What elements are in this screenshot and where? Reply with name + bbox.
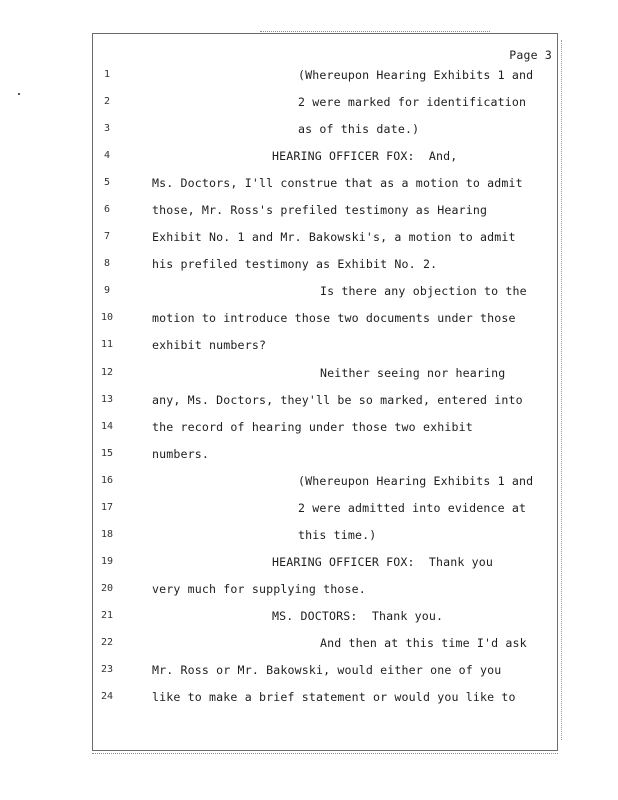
line-text: Exhibit No. 1 and Mr. Bakowski's, a motion to admit <box>152 230 516 244</box>
transcript-line <box>0 663 618 690</box>
line-number: 22 <box>100 637 114 648</box>
line-number: 5 <box>103 177 111 188</box>
line-text: any, Ms. Doctors, they'll be so marked, entered into <box>152 393 523 407</box>
line-text: his prefiled testimony as Exhibit No. 2. <box>152 257 438 271</box>
line-number: 2 <box>103 96 111 107</box>
line-text: HEARING OFFICER FOX: Thank you <box>272 555 494 569</box>
line-number: 23 <box>100 664 114 675</box>
line-text: 2 were admitted into evidence at <box>298 501 527 515</box>
line-number: 18 <box>100 529 114 540</box>
line-number: 21 <box>100 610 114 621</box>
transcript-line <box>0 257 618 284</box>
transcript-line <box>0 149 618 176</box>
line-number: 17 <box>100 502 114 513</box>
line-text: 2 were marked for identification <box>298 95 527 109</box>
line-text: the record of hearing under those two exhibit <box>152 420 473 434</box>
line-number: 10 <box>100 312 114 323</box>
transcript-line <box>0 690 618 717</box>
transcript-line <box>0 609 618 636</box>
line-number: 1 <box>103 69 111 80</box>
transcript-line <box>0 393 618 420</box>
transcript-line <box>0 528 618 555</box>
line-number: 19 <box>100 556 114 567</box>
transcript-line <box>0 420 618 447</box>
transcript-line <box>0 311 618 338</box>
page-number: Page 3 <box>509 48 552 62</box>
transcript-line <box>0 68 618 95</box>
line-text: exhibit numbers? <box>152 338 267 352</box>
transcript-line <box>0 95 618 122</box>
line-number: 4 <box>103 150 111 161</box>
transcript-line <box>0 176 618 203</box>
line-number: 20 <box>100 583 114 594</box>
line-text: numbers. <box>152 447 210 461</box>
line-number: 9 <box>103 285 111 296</box>
line-text: Neither seeing nor hearing <box>320 366 506 380</box>
line-number: 12 <box>100 367 114 378</box>
transcript-line <box>0 474 618 501</box>
line-number: 6 <box>103 204 111 215</box>
line-text: Ms. Doctors, I'll construe that as a motion to admit <box>152 176 523 190</box>
line-text: like to make a brief statement or would you like to <box>152 690 516 704</box>
transcript-line <box>0 203 618 230</box>
line-text: MS. DOCTORS: Thank you. <box>272 609 444 623</box>
line-text: those, Mr. Ross's prefiled testimony as Hearing <box>152 203 488 217</box>
transcript-line <box>0 555 618 582</box>
line-number: 8 <box>103 258 111 269</box>
line-text: Is there any objection to the <box>320 284 527 298</box>
line-number: 15 <box>100 448 114 459</box>
line-text: Mr. Ross or Mr. Bakowski, would either one of you <box>152 663 502 677</box>
line-number: 11 <box>100 339 114 350</box>
line-number: 14 <box>100 421 114 432</box>
transcript-line <box>0 447 618 474</box>
transcript-line <box>0 338 618 365</box>
scan-bottom-edge <box>92 753 558 754</box>
line-text: And then at this time I'd ask <box>320 636 527 650</box>
transcript-line <box>0 230 618 257</box>
line-text: this time.) <box>298 528 377 542</box>
line-text: very much for supplying those. <box>152 582 366 596</box>
line-number: 3 <box>103 123 111 134</box>
transcript-line <box>0 582 618 609</box>
line-text: (Whereupon Hearing Exhibits 1 and <box>298 68 534 82</box>
line-number: 7 <box>103 231 111 242</box>
transcript-line <box>0 636 618 663</box>
transcript-line <box>0 284 618 311</box>
line-text: motion to introduce those two documents under those <box>152 311 516 325</box>
transcript-line <box>0 366 618 393</box>
line-text: (Whereupon Hearing Exhibits 1 and <box>298 474 534 488</box>
transcript-line <box>0 501 618 528</box>
line-text: HEARING OFFICER FOX: And, <box>272 149 458 163</box>
line-number: 24 <box>100 691 114 702</box>
line-text: as of this date.) <box>298 122 420 136</box>
line-number: 13 <box>100 394 114 405</box>
line-number: 16 <box>100 475 114 486</box>
transcript-line <box>0 122 618 149</box>
